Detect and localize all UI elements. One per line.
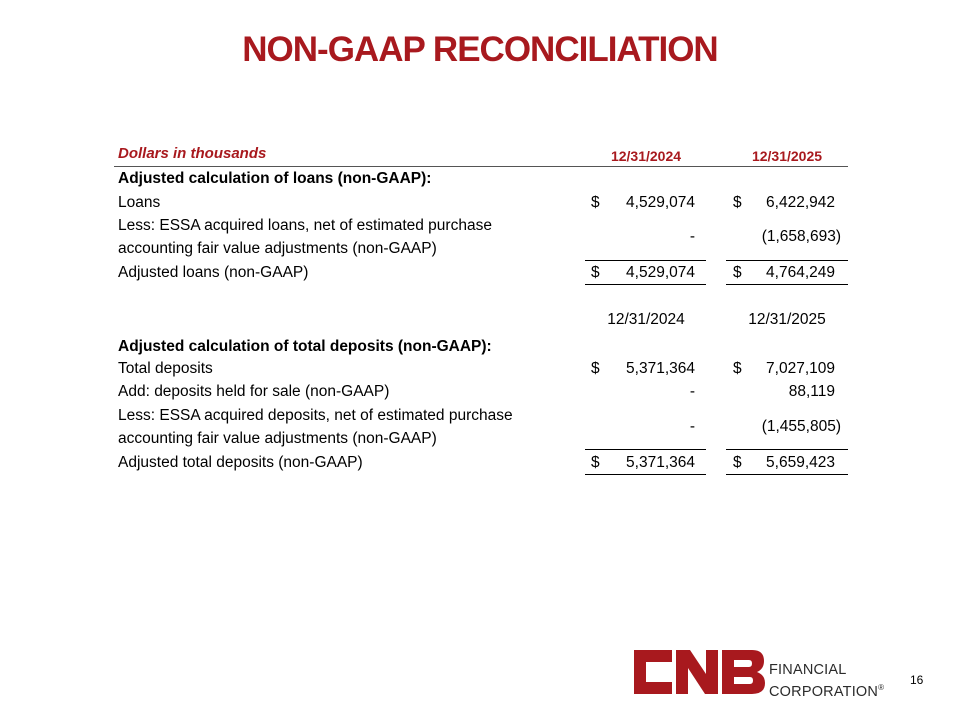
held-for-sale-label: Add: deposits held for sale (non-GAAP) <box>118 383 390 400</box>
dollar-sign: $ <box>591 454 600 471</box>
deposits-total-rule-2025 <box>726 474 848 475</box>
column-header-2024: 12/31/2024 <box>610 148 682 164</box>
subtotal-rule-2025 <box>726 260 848 261</box>
essa-loans-label-line2: accounting fair value adjustments (non-GAAP) <box>118 240 437 257</box>
loans-section-title: Adjusted calculation of loans (non-GAAP): <box>118 170 432 187</box>
logo-letter-n <box>676 650 718 694</box>
dollar-sign: $ <box>733 264 742 281</box>
total-rule-2024 <box>585 284 706 285</box>
subtotal-rule-2024 <box>585 260 706 261</box>
total-rule-2025 <box>726 284 848 285</box>
deposits-section-title: Adjusted calculation of total deposits (non-GAAP): <box>118 338 492 355</box>
deposits-total-rule-2024 <box>585 474 706 475</box>
deposits-column-header-2025: 12/31/2025 <box>748 311 826 328</box>
dollar-sign: $ <box>733 454 742 471</box>
essa-deposits-label-line1: Less: ESSA acquired deposits, net of estimated purchase <box>118 407 513 424</box>
page-number: 16 <box>910 673 924 687</box>
dollar-sign: $ <box>733 360 742 377</box>
dollar-sign: $ <box>591 264 600 281</box>
header-divider <box>114 166 848 167</box>
cnb-logo-mark <box>630 646 766 698</box>
unit-label: Dollars in thousands <box>118 145 267 162</box>
total-deposits-label: Total deposits <box>118 360 213 377</box>
deposits-column-header-2024: 12/31/2024 <box>607 311 685 328</box>
page-title: NON-GAAP RECONCILIATION <box>242 30 718 69</box>
logo-letter-b <box>722 650 765 694</box>
loans-row-label: Loans <box>118 194 161 211</box>
adjusted-deposits-label: Adjusted total deposits (non-GAAP) <box>118 454 363 471</box>
essa-deposits-label-line2: accounting fair value adjustments (non-GAAP) <box>118 430 437 447</box>
dollar-sign: $ <box>733 194 742 211</box>
column-header-2025: 12/31/2025 <box>751 148 823 164</box>
dollar-sign: $ <box>591 360 600 377</box>
deposits-subtotal-rule-2024 <box>585 449 706 450</box>
deposits-subtotal-rule-2025 <box>726 449 848 450</box>
company-name: FINANCIAL CORPORATION® <box>769 662 885 700</box>
logo-letter-c <box>634 650 672 694</box>
adjusted-loans-label: Adjusted loans (non-GAAP) <box>118 264 309 281</box>
essa-loans-label-line1: Less: ESSA acquired loans, net of estimated purchase <box>118 217 492 234</box>
dollar-sign: $ <box>591 194 600 211</box>
